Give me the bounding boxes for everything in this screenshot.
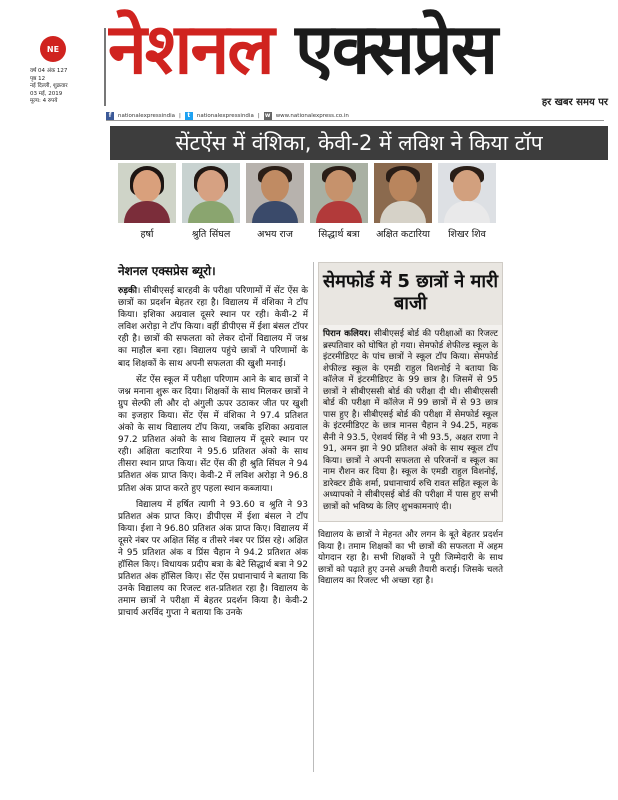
newspaper-logo: NE [40, 36, 66, 62]
meta-line: 03 मई, 2019 [30, 90, 63, 97]
twitter-icon: t [185, 112, 193, 120]
side-story-title: सेमफोर्ड में 5 छात्रों ने मारी बाजी [319, 263, 502, 325]
facebook-link[interactable]: nationalexpressindia [118, 113, 175, 119]
photo-card [438, 163, 496, 240]
column-divider [313, 262, 314, 772]
side-story-box [318, 262, 503, 522]
photo-caption: अक्षित कटारिया [376, 229, 430, 240]
photo-card [182, 163, 240, 240]
meta-line: नई दिल्ली, शुक्रवार [30, 83, 68, 89]
masthead-rule [106, 120, 604, 121]
website-link[interactable]: www.nationalexpress.co.in [275, 113, 349, 119]
photo-caption: सिद्धार्थ बत्रा [318, 229, 360, 240]
article-paragraph: विद्यालय के छात्रों ने मेहनत और लगन के बूते बेहतर प्रदर्शन किया है। तमाम शिक्षकों का भी छात्रों की सफलता में अहम योगदान रहा है। सभी शिक्षकों ने पूरी जिम्मेदारी के साथ छात्रों को पढ़ाते हुए उनसे अच्छी तैयारी कराई। जिसके चलते विद्यालय का रिजल्ट भी अच्छा रहा है। [318, 530, 503, 586]
student-photo [182, 163, 240, 223]
student-photo [438, 163, 496, 223]
dateline: पिरान कलियर। [323, 329, 371, 339]
main-article [118, 262, 308, 782]
meta-line: वर्ष 04 अंक 127 [30, 68, 68, 74]
side-article [318, 262, 503, 782]
paper-title-part2: एक्सप्रेस [295, 7, 497, 90]
student-photo [118, 163, 176, 223]
photo-caption: हर्षा [140, 229, 154, 240]
student-photos [118, 163, 498, 251]
article-paragraph: सेंट ऐंस स्कूल में परीक्षा परिणाम आने के बाद छात्रों ने जश्न मनाना शुरू कर दिया। शिक्षकों के साथ मिलकर छात्रों ने ग्रुप सेल्फी ली और दो अंगुली ऊपर उठाकर जीत पर खुशी का इजहार किया। सेंट ऐंस में वंशिका ने 97.4 प्रतिशत अंको के साथ विद्यालय टॉप किया, जबकि इशिका अग्रवाल 97.2 प्रतिशत अंको के साथ विद्यालय में दूसरे स्थान पर रही। अक्षिता कटारिया ने 95.6 प्रतिशत अंको के साथ तीसरा स्थान प्राप्त किया। सेंट ऐंस की ही श्रुति सिंघल ने 94 प्रतिशत अंक प्राप्त किए। केवी-2 में लविश अरोड़ा ने 96.8 प्रतिश अंक प्राप्त करते हुए पहला स्थान कब्जाया। [118, 374, 308, 494]
photo-caption: शिखर शिव [448, 229, 486, 240]
photo-card [374, 163, 432, 240]
paper-title [108, 4, 613, 94]
student-photo [310, 163, 368, 223]
byline: नेशनल एक्सप्रेस ब्यूरो। [118, 264, 216, 278]
meta-line: पृष्ठ 12 [30, 75, 46, 82]
masthead [0, 0, 618, 122]
globe-icon: w [264, 112, 271, 119]
masthead-divider [104, 28, 106, 106]
facebook-icon: f [106, 112, 114, 120]
photo-card [246, 163, 304, 240]
main-article-continuation [318, 530, 503, 588]
twitter-link[interactable]: nationalexpressindia [196, 113, 254, 119]
paper-title-part1: नेशनल [108, 7, 273, 90]
photo-card [310, 163, 368, 240]
tagline: हर खबर समय पर [541, 97, 608, 108]
issue-meta [30, 68, 100, 106]
meta-line: मूल्य: 4 रुपये [30, 98, 58, 104]
social-links: f nationalexpressindia | t nationalexpressindia | w www.nationalexpress.co.in [106, 112, 349, 120]
photo-card [118, 163, 176, 240]
headline-banner: सेंटऐंस में वंशिका, केवी-2 में लविश ने किया टॉप [110, 126, 608, 160]
dateline: रुड़की [118, 286, 138, 296]
student-photo [374, 163, 432, 223]
article-paragraph: पिरान कलियर। सीबीएसई बोर्ड की परीक्षाओं का रिजल्ट ब्रस्पतिवार को घोषित हो गया। सेमफोर्ड शेफील्ड स्कूल के इंटरमीडिएट के पांच छात्रों ने स्कूल टॉप किया। सेमफोर्ड शेफील्ड स्कूल के एमडी राहुल विशनोई ने बताया कि कॉलेज में इंटरमीडिएट के 99 छात्र है। जिसमें से 95 छात्रों ने सीबीएससी बोर्ड की परीक्षा दी थी। सीबीएससी बोर्ड की परीक्षा में कॉलेज में 99 छात्रों में से 93 छात्र पास हुए है। सीबीएसई बोर्ड की परीक्षा में सेमफोर्ड स्कूल के इंटरमीडिएट के छात्र मानस चैहान ने 94.25, महक सैनी ने 93.5, ऐशवर्य सिंह ने भी 93.5, अक्षत राणा ने 91, अमन झा ने 90 प्रतिशत अंको के साथ स्कूल टॉप किया। छात्रों ने अपनी सफलता से परिजनों व स्कूल का नाम रौशन कर दिया है। स्कूल के एमडी राहुल विशनोई, डारेक्टर डीके शर्मा, प्रधानाचार्य रुचि रावत सहित स्कूल के अध्यापको ने सीबीएसई बोर्ड की परीक्षा में पास हुए सभी छात्रों को भविष्य के लिए शुभकामनाएं दी। [323, 329, 498, 512]
side-story-body [319, 325, 502, 521]
student-photo [246, 163, 304, 223]
photo-caption: अभय राज [257, 229, 293, 240]
photo-caption: श्रुति सिंघल [191, 229, 231, 240]
article-paragraph: रुड़की। सीबीएसई बारहवी के परीक्षा परिणामों में सेंट ऐंस के छात्रों का प्रदर्शन बेहतर रहा है। विद्यालय में वंशिका ने टॉप किया। इशिका अग्रवाल दूसरे स्थान पर रही। केवी-2 में लविश अरोड़ा ने टॉप किया। वहीं डीपीएस में ईशा बंसल टॉपर रही है। छात्रों की सफलता को लेकर दोनों विद्यालय में जश्न का माहौल बना रहा। विद्यालय पहुंचे छात्रों ने परिणामों के बाद शिक्षकों के साथ अपनी सफलता की खुशी मनाई। [118, 286, 308, 369]
article-paragraph: विद्यालय में हर्षित त्यागी ने 93.60 व श्रुति ने 93 प्रतिशत अंक प्राप्त किए। डीपीएस में ईशा बंसल ने टॉप किया। ईशा ने 96.80 प्रतिशत अंक प्राप्त किए। विद्यालय में दूसरे नंबर पर अक्षित सिंह व तीसरे नंबर पर प्रिंस रहे। अक्षित ने 95 प्रतिशत अंक व प्रिंस चैहान ने 94.2 प्रतिशत अंक हॉसिल किए। विधायक प्रदीप बत्रा के बेटे सिद्धार्थ बत्रा ने 92 प्रतिशत अंक हॉसिल किए। सेंट ऐंस प्रधानाचार्य ने बताया कि उनके विद्यालय का रिजल्ट शत-प्रतिशत रहा है। विद्यालय के तमाम छात्रों ने परीक्षा में बेहतर प्रदर्शन किया है। केवी-2 प्राचार्य अरविंद गुप्ता ने बताया कि उनके [118, 499, 308, 619]
